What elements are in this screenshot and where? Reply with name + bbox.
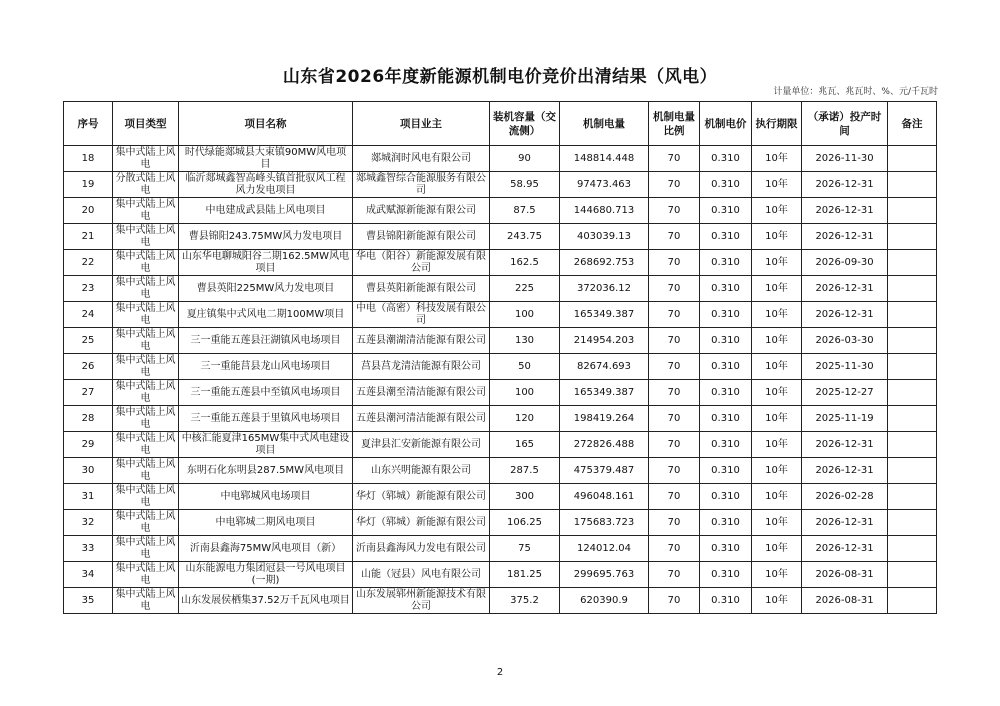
cell-remark [888, 250, 937, 276]
cell-remark [888, 146, 937, 172]
cell-capacity: 106.25 [490, 510, 560, 536]
cell-energy: 144680.713 [560, 198, 649, 224]
cell-owner: 华电（阳谷）新能源发展有限公司 [353, 250, 490, 276]
cell-date: 2026-08-31 [802, 562, 888, 588]
cell-ratio: 70 [649, 484, 700, 510]
cell-capacity: 300 [490, 484, 560, 510]
cell-period: 10年 [752, 198, 802, 224]
cell-seq: 19 [64, 172, 113, 198]
cell-capacity: 181.25 [490, 562, 560, 588]
cell-type: 集中式陆上风电 [113, 536, 179, 562]
cell-period: 10年 [752, 458, 802, 484]
cell-remark [888, 406, 937, 432]
table-row [64, 510, 937, 536]
table-row [64, 458, 937, 484]
cell-name: 东明石化东明县287.5MW风电项目 [179, 458, 353, 484]
cell-capacity: 87.5 [490, 198, 560, 224]
header-energy: 机制电量 [560, 102, 649, 146]
cell-owner: 五莲县潮河清洁能源有限公司 [353, 406, 490, 432]
cell-price: 0.310 [700, 302, 752, 328]
cell-remark [888, 172, 937, 198]
cell-ratio: 70 [649, 432, 700, 458]
cell-capacity: 100 [490, 380, 560, 406]
table-row [64, 276, 937, 302]
cell-type: 集中式陆上风电 [113, 354, 179, 380]
header-capacity: 装机容量（交流侧） [490, 102, 560, 146]
header-type: 项目类型 [113, 102, 179, 146]
cell-ratio: 70 [649, 276, 700, 302]
cell-energy: 372036.12 [560, 276, 649, 302]
cell-type: 集中式陆上风电 [113, 562, 179, 588]
table-row [64, 224, 937, 250]
cell-date: 2026-12-31 [802, 458, 888, 484]
cell-date: 2026-12-31 [802, 432, 888, 458]
cell-name: 中电郓城二期风电项目 [179, 510, 353, 536]
cell-ratio: 70 [649, 562, 700, 588]
cell-period: 10年 [752, 302, 802, 328]
table-body [64, 146, 937, 614]
cell-remark [888, 432, 937, 458]
cell-type: 集中式陆上风电 [113, 588, 179, 614]
table-row [64, 198, 937, 224]
cell-owner: 成武赋源新能源有限公司 [353, 198, 490, 224]
cell-price: 0.310 [700, 432, 752, 458]
cell-name: 夏庄镇集中式风电二期100MW项目 [179, 302, 353, 328]
table-row [64, 536, 937, 562]
cell-energy: 165349.387 [560, 302, 649, 328]
cell-type: 集中式陆上风电 [113, 328, 179, 354]
cell-date: 2026-09-30 [802, 250, 888, 276]
table-row [64, 354, 937, 380]
cell-date: 2026-11-30 [802, 146, 888, 172]
cell-ratio: 70 [649, 588, 700, 614]
table-row [64, 302, 937, 328]
cell-period: 10年 [752, 432, 802, 458]
cell-capacity: 287.5 [490, 458, 560, 484]
cell-seq: 34 [64, 562, 113, 588]
cell-name: 沂南县鑫海75MW风电项目（新） [179, 536, 353, 562]
cell-period: 10年 [752, 172, 802, 198]
cell-seq: 18 [64, 146, 113, 172]
cell-date: 2026-12-31 [802, 198, 888, 224]
cell-name: 三一重能五莲县于里镇风电场项目 [179, 406, 353, 432]
cell-energy: 82674.693 [560, 354, 649, 380]
cell-energy: 148814.448 [560, 146, 649, 172]
cell-owner: 五莲县潮湖清洁能源有限公司 [353, 328, 490, 354]
cell-owner: 夏津县汇安新能源有限公司 [353, 432, 490, 458]
cell-period: 10年 [752, 224, 802, 250]
cell-type: 集中式陆上风电 [113, 432, 179, 458]
cell-date: 2026-08-31 [802, 588, 888, 614]
cell-price: 0.310 [700, 354, 752, 380]
cell-capacity: 162.5 [490, 250, 560, 276]
cell-ratio: 70 [649, 458, 700, 484]
cell-price: 0.310 [700, 276, 752, 302]
cell-owner: 山东发展郓州新能源技术有限公司 [353, 588, 490, 614]
cell-ratio: 70 [649, 198, 700, 224]
cell-price: 0.310 [700, 536, 752, 562]
table-row [64, 328, 937, 354]
cell-period: 10年 [752, 484, 802, 510]
table-row [64, 406, 937, 432]
cell-name: 三一重能莒县龙山风电场项目 [179, 354, 353, 380]
cell-period: 10年 [752, 250, 802, 276]
cell-ratio: 70 [649, 406, 700, 432]
cell-remark [888, 198, 937, 224]
cell-owner: 五莲县潮至清洁能源有限公司 [353, 380, 490, 406]
cell-seq: 22 [64, 250, 113, 276]
table-row [64, 146, 937, 172]
cell-ratio: 70 [649, 172, 700, 198]
cell-date: 2025-11-19 [802, 406, 888, 432]
cell-name: 山东能源电力集团冠县一号风电项目(一期) [179, 562, 353, 588]
cell-energy: 165349.387 [560, 380, 649, 406]
cell-price: 0.310 [700, 510, 752, 536]
table-row [64, 380, 937, 406]
table-row [64, 432, 937, 458]
cell-owner: 曹县锦阳新能源有限公司 [353, 224, 490, 250]
cell-date: 2026-12-31 [802, 276, 888, 302]
cell-seq: 20 [64, 198, 113, 224]
cell-type: 集中式陆上风电 [113, 302, 179, 328]
cell-seq: 21 [64, 224, 113, 250]
cell-seq: 25 [64, 328, 113, 354]
cell-period: 10年 [752, 588, 802, 614]
cell-price: 0.310 [700, 484, 752, 510]
unit-note: 计量单位：兆瓦、兆瓦时、%、元/千瓦时 [773, 87, 938, 97]
cell-capacity: 90 [490, 146, 560, 172]
cell-remark [888, 302, 937, 328]
cell-remark [888, 276, 937, 302]
cell-owner: 华灯（郓城）新能源有限公司 [353, 484, 490, 510]
cell-ratio: 70 [649, 224, 700, 250]
cell-price: 0.310 [700, 406, 752, 432]
cell-owner: 郯城鑫智综合能源服务有限公司 [353, 172, 490, 198]
cell-period: 10年 [752, 510, 802, 536]
cell-owner: 华灯（郓城）新能源有限公司 [353, 510, 490, 536]
cell-type: 集中式陆上风电 [113, 380, 179, 406]
cell-energy: 97473.463 [560, 172, 649, 198]
header-name: 项目名称 [179, 102, 353, 146]
table-row [64, 484, 937, 510]
cell-remark [888, 458, 937, 484]
cell-period: 10年 [752, 146, 802, 172]
cell-owner: 沂南县鑫海风力发电有限公司 [353, 536, 490, 562]
cell-price: 0.310 [700, 198, 752, 224]
cell-seq: 28 [64, 406, 113, 432]
cell-remark [888, 562, 937, 588]
cell-ratio: 70 [649, 354, 700, 380]
cell-energy: 620390.9 [560, 588, 649, 614]
cell-name: 曹县锦阳243.75MW风力发电项目 [179, 224, 353, 250]
cell-owner: 曹县英阳新能源有限公司 [353, 276, 490, 302]
header-row [64, 102, 937, 146]
cell-period: 10年 [752, 380, 802, 406]
cell-ratio: 70 [649, 250, 700, 276]
cell-date: 2026-12-31 [802, 172, 888, 198]
cell-capacity: 130 [490, 328, 560, 354]
cell-owner: 山能（冠县）风电有限公司 [353, 562, 490, 588]
cell-type: 集中式陆上风电 [113, 250, 179, 276]
cell-price: 0.310 [700, 588, 752, 614]
cell-type: 集中式陆上风电 [113, 484, 179, 510]
cell-seq: 24 [64, 302, 113, 328]
cell-name: 临沂郯城鑫智高峰头镇首批驭风工程风力发电项目 [179, 172, 353, 198]
cell-energy: 124012.04 [560, 536, 649, 562]
cell-type: 集中式陆上风电 [113, 198, 179, 224]
cell-name: 中电郓城风电场项目 [179, 484, 353, 510]
cell-name: 三一重能五莲县中至镇风电场项目 [179, 380, 353, 406]
cell-capacity: 165 [490, 432, 560, 458]
cell-energy: 299695.763 [560, 562, 649, 588]
cell-seq: 31 [64, 484, 113, 510]
cell-energy: 403039.13 [560, 224, 649, 250]
cell-owner: 莒县莒龙清洁能源有限公司 [353, 354, 490, 380]
cell-ratio: 70 [649, 302, 700, 328]
cell-energy: 268692.753 [560, 250, 649, 276]
page-number: 2 [496, 667, 504, 678]
cell-period: 10年 [752, 562, 802, 588]
header-seq: 序号 [64, 102, 113, 146]
cell-energy: 198419.264 [560, 406, 649, 432]
cell-seq: 30 [64, 458, 113, 484]
cell-capacity: 120 [490, 406, 560, 432]
cell-name: 曹县英阳225MW风力发电项目 [179, 276, 353, 302]
cell-type: 集中式陆上风电 [113, 406, 179, 432]
cell-date: 2026-12-31 [802, 510, 888, 536]
header-owner: 项目业主 [353, 102, 490, 146]
cell-owner: 山东兴明能源有限公司 [353, 458, 490, 484]
cell-capacity: 100 [490, 302, 560, 328]
cell-ratio: 70 [649, 380, 700, 406]
header-ratio: 机制电量比例 [649, 102, 700, 146]
cell-seq: 29 [64, 432, 113, 458]
cell-remark [888, 588, 937, 614]
cell-remark [888, 224, 937, 250]
results-table [63, 101, 937, 614]
table-row [64, 172, 937, 198]
table-row [64, 588, 937, 614]
cell-ratio: 70 [649, 328, 700, 354]
cell-date: 2026-12-31 [802, 224, 888, 250]
cell-seq: 35 [64, 588, 113, 614]
cell-price: 0.310 [700, 562, 752, 588]
cell-name: 中电建成武县陆上风电项目 [179, 198, 353, 224]
cell-capacity: 225 [490, 276, 560, 302]
cell-remark [888, 510, 937, 536]
cell-remark [888, 354, 937, 380]
header-remark: 备注 [888, 102, 937, 146]
cell-price: 0.310 [700, 146, 752, 172]
cell-date: 2026-03-30 [802, 328, 888, 354]
cell-date: 2026-12-31 [802, 536, 888, 562]
cell-price: 0.310 [700, 250, 752, 276]
cell-date: 2026-02-28 [802, 484, 888, 510]
cell-remark [888, 484, 937, 510]
cell-type: 集中式陆上风电 [113, 146, 179, 172]
cell-name: 山东发展侯栖集37.52万千瓦风电项目 [179, 588, 353, 614]
cell-price: 0.310 [700, 458, 752, 484]
cell-type: 集中式陆上风电 [113, 224, 179, 250]
cell-remark [888, 536, 937, 562]
cell-seq: 33 [64, 536, 113, 562]
cell-ratio: 70 [649, 510, 700, 536]
cell-owner: 郯城润时风电有限公司 [353, 146, 490, 172]
cell-type: 集中式陆上风电 [113, 458, 179, 484]
cell-energy: 214954.203 [560, 328, 649, 354]
table-row [64, 562, 937, 588]
table-row [64, 250, 937, 276]
cell-owner: 中电（高密）科技发展有限公司 [353, 302, 490, 328]
cell-period: 10年 [752, 354, 802, 380]
cell-capacity: 243.75 [490, 224, 560, 250]
cell-type: 集中式陆上风电 [113, 510, 179, 536]
cell-name: 山东华电聊城阳谷二期162.5MW风电项目 [179, 250, 353, 276]
cell-seq: 26 [64, 354, 113, 380]
cell-seq: 32 [64, 510, 113, 536]
cell-capacity: 75 [490, 536, 560, 562]
cell-energy: 272826.488 [560, 432, 649, 458]
cell-ratio: 70 [649, 146, 700, 172]
cell-energy: 475379.487 [560, 458, 649, 484]
cell-name: 中核汇能夏津165MW集中式风电建设项目 [179, 432, 353, 458]
cell-date: 2025-12-27 [802, 380, 888, 406]
cell-period: 10年 [752, 276, 802, 302]
cell-type: 集中式陆上风电 [113, 276, 179, 302]
cell-type: 分散式陆上风电 [113, 172, 179, 198]
cell-ratio: 70 [649, 536, 700, 562]
cell-period: 10年 [752, 536, 802, 562]
cell-capacity: 375.2 [490, 588, 560, 614]
cell-price: 0.310 [700, 328, 752, 354]
page-title: 山东省2026年度新能源机制电价竞价出清结果（风电） [282, 67, 718, 87]
cell-period: 10年 [752, 328, 802, 354]
header-period: 执行期限 [752, 102, 802, 146]
cell-capacity: 58.95 [490, 172, 560, 198]
cell-remark [888, 380, 937, 406]
cell-capacity: 50 [490, 354, 560, 380]
cell-period: 10年 [752, 406, 802, 432]
cell-price: 0.310 [700, 172, 752, 198]
cell-seq: 27 [64, 380, 113, 406]
cell-remark [888, 328, 937, 354]
header-date: （承诺）投产时间 [802, 102, 888, 146]
cell-energy: 496048.161 [560, 484, 649, 510]
cell-seq: 23 [64, 276, 113, 302]
cell-date: 2026-12-31 [802, 302, 888, 328]
cell-date: 2025-11-30 [802, 354, 888, 380]
cell-name: 时代绿能郯城县大束镇90MW风电项目 [179, 146, 353, 172]
cell-price: 0.310 [700, 224, 752, 250]
cell-name: 三一重能五莲县汪湖镇风电场项目 [179, 328, 353, 354]
header-price: 机制电价 [700, 102, 752, 146]
cell-energy: 175683.723 [560, 510, 649, 536]
cell-price: 0.310 [700, 380, 752, 406]
